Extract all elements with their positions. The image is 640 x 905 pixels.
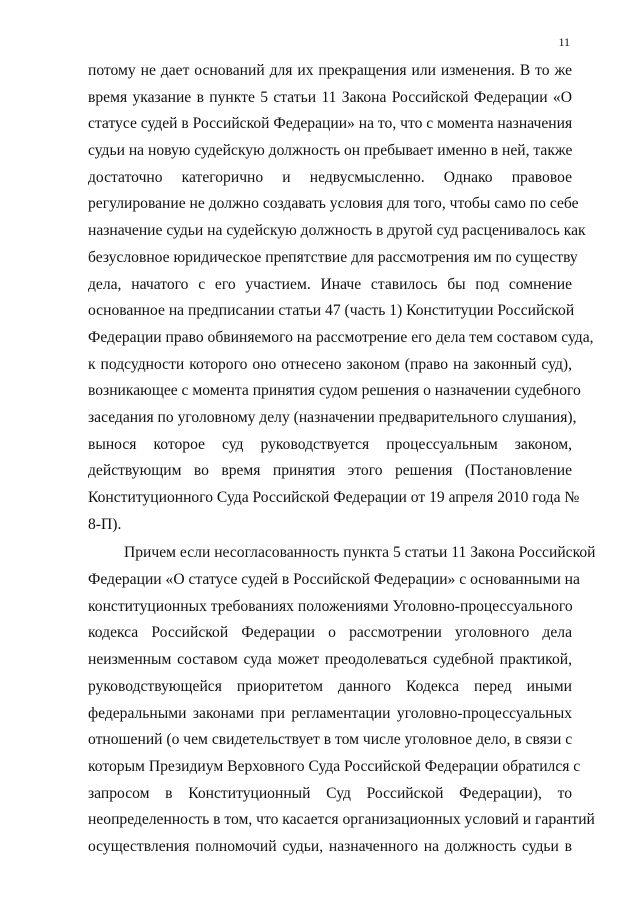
text-line: которым Президиум Верховного Суда Российской Федерации обратился с — [88, 757, 581, 775]
text-line: Причем если несогласованность пункта 5 статьи 11 Закона Российской — [124, 544, 596, 562]
text-line: дела, начатого с его участием. Иначе ставилось бы под сомнение — [88, 275, 572, 293]
text-line: заседания по уголовному делу (назначении предварительного слушания), — [88, 408, 577, 426]
text-line: федеральными законами при регламентации уголовно-процессуальных — [88, 704, 572, 722]
text-line: конституционных требованиях положениями Уголовно-процессуального — [88, 597, 573, 615]
paragraph — [88, 540, 596, 860]
text-line: назначение судьи на судейскую должность в другой суд расценивалось как — [88, 222, 586, 240]
paragraph — [88, 58, 594, 538]
text-line: потому не дает оснований для их прекращения или изменения. В то же — [88, 62, 572, 79]
text-line: к подсудности которого оно отнесено законом (право на законный суд), — [88, 355, 572, 373]
text-line: вынося которое суд руководствуется процессуальным законом, — [88, 435, 572, 453]
text-line: основанное на предписании статьи 47 (часть 1) Конституции Российской — [88, 302, 575, 320]
text-line: безусловное юридическое препятствие для рассмотрения им по существу — [88, 248, 578, 266]
text-line: достаточно категорично и недвусмысленно. Однако правовое — [88, 168, 572, 186]
page-number: 11 — [558, 35, 570, 49]
text-line: Конституционного Суда Российской Федерации от 19 апреля 2010 года № — [88, 489, 580, 506]
text-line: осуществления полномочий судьи, назначенного на должность судьи в — [88, 837, 572, 855]
text-line: действующим во время принятия этого решения (Постановление — [88, 462, 572, 480]
text-line: неизменным составом суда может преодолеваться судебной практикой, — [88, 651, 572, 669]
text-line: возникающее с момента принятия судом решения о назначении судебного — [88, 382, 581, 400]
text-line: статусе судей в Российской Федерации» на то, что с момента назначения — [88, 115, 573, 133]
text-line: 8-П). — [88, 515, 122, 533]
text-line: кодекса Российской Федерации о рассмотрении уголовного дела — [88, 624, 572, 642]
text-line: неопределенность в том, что касается организационных условий и гарантий — [88, 811, 595, 829]
text-line: судьи на новую судейскую должность он пребывает именно в ней, также — [88, 142, 573, 160]
text-line: отношений (о чем свидетельствует в том числе уголовное дело, в связи с — [88, 731, 573, 749]
text-line: время указание в пункте 5 статьи 11 Закона Российской Федерации «О — [88, 88, 572, 106]
text-line: Федерации «О статусе судей в Российской Федерации» с основанными на — [88, 571, 580, 589]
text-line: Федерации право обвиняемого на рассмотрение его дела тем составом суда, — [88, 328, 594, 346]
text-line: руководствующейся приоритетом данного Кодекса перед иными — [88, 677, 572, 695]
document-body — [88, 58, 596, 861]
text-line: запросом в Конституционный Суд Российской Федерации), то — [88, 784, 572, 802]
text-line: регулирование не должно создавать условия для того, чтобы само по себе — [88, 195, 579, 213]
